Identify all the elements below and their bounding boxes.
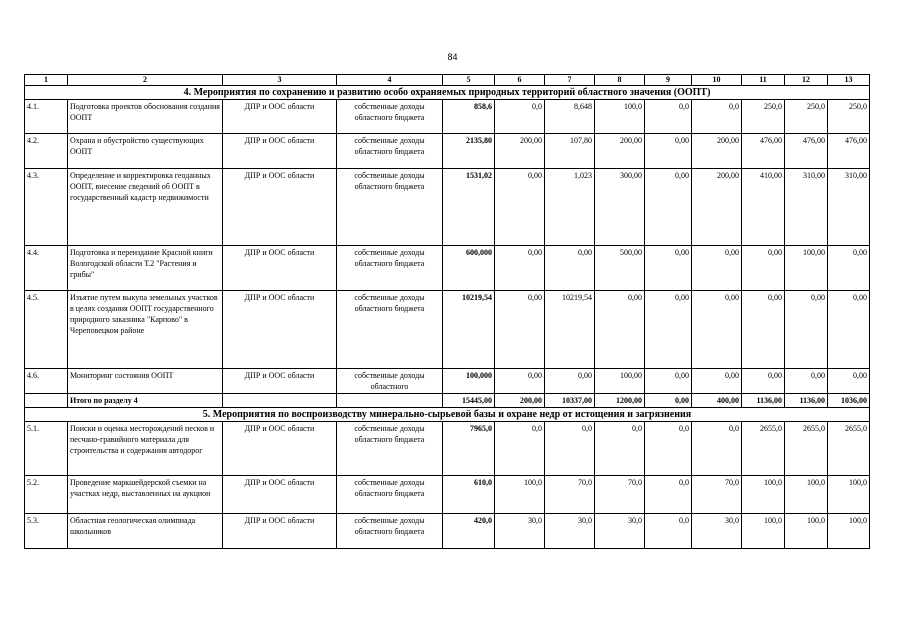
- row-value: 250,0: [742, 100, 785, 134]
- row-value: 0,0: [645, 514, 692, 549]
- row-name: Проведение маркшейдерской съемки на участках недр, выставленных на аукцион: [68, 476, 223, 514]
- row-value: 0,00: [645, 169, 692, 246]
- header-cell: 2: [68, 75, 223, 86]
- row-value: 476,00: [785, 134, 828, 169]
- row-value: 100,0: [495, 476, 545, 514]
- row-number: 4.5.: [25, 291, 68, 369]
- row-number: 4.6.: [25, 369, 68, 394]
- row-executor: ДПР и ООС области: [223, 169, 337, 246]
- row-executor: ДПР и ООС области: [223, 100, 337, 134]
- total-sum: 15445,00: [443, 394, 495, 408]
- header-cell: 6: [495, 75, 545, 86]
- row-value: 100,0: [742, 514, 785, 549]
- row-value: 476,00: [828, 134, 870, 169]
- section-total-row: [25, 394, 870, 408]
- row-value: 0,00: [495, 291, 545, 369]
- total-value: 1200,00: [595, 394, 645, 408]
- row-value: 0,00: [645, 291, 692, 369]
- row-source: собственные доходы областного бюджета: [337, 422, 443, 476]
- row-value: 310,00: [785, 169, 828, 246]
- row-value: 107,80: [545, 134, 595, 169]
- header-cell: 11: [742, 75, 785, 86]
- table-row: [25, 476, 870, 514]
- row-value: 0,00: [692, 291, 742, 369]
- total-empty-cell: [337, 394, 443, 408]
- row-total: 2135,80: [443, 134, 495, 169]
- row-value: 0,00: [828, 369, 870, 394]
- row-value: 0,00: [545, 369, 595, 394]
- row-value: 0,00: [645, 369, 692, 394]
- row-total: 10219,54: [443, 291, 495, 369]
- row-value: 70,0: [595, 476, 645, 514]
- total-value: 200,00: [495, 394, 545, 408]
- header-cell: 3: [223, 75, 337, 86]
- row-value: 0,00: [545, 246, 595, 291]
- total-value: 1136,00: [742, 394, 785, 408]
- table-row: [25, 134, 870, 169]
- row-value: 100,0: [828, 476, 870, 514]
- table-header-row: [25, 75, 870, 86]
- row-executor: ДПР и ООС области: [223, 476, 337, 514]
- row-source: собственные доходы областного бюджета: [337, 514, 443, 549]
- row-value: 70,0: [692, 476, 742, 514]
- row-value: 30,0: [495, 514, 545, 549]
- row-name: Охрана и обустройство существующих ООПТ: [68, 134, 223, 169]
- total-value: 400,00: [692, 394, 742, 408]
- row-value: 410,00: [742, 169, 785, 246]
- row-value: 0,00: [742, 246, 785, 291]
- row-name: Изъятие путем выкупа земельных участков в целях создания ООПТ государственного природного заказника "Карпово" в Череповецком районе: [68, 291, 223, 369]
- header-cell: 10: [692, 75, 742, 86]
- row-value: 0,00: [785, 291, 828, 369]
- row-value: 500,00: [595, 246, 645, 291]
- row-total: 1531,02: [443, 169, 495, 246]
- row-value: 0,00: [645, 246, 692, 291]
- row-number: 5.3.: [25, 514, 68, 549]
- row-number: 5.2.: [25, 476, 68, 514]
- header-cell: 12: [785, 75, 828, 86]
- total-value: 0,00: [645, 394, 692, 408]
- row-value: 0,0: [692, 422, 742, 476]
- row-source: собственные доходы областного бюджета: [337, 246, 443, 291]
- row-value: 0,00: [692, 369, 742, 394]
- row-value: 0,0: [692, 100, 742, 134]
- row-executor: ДПР и ООС области: [223, 422, 337, 476]
- table-row: [25, 246, 870, 291]
- table-row: [25, 514, 870, 549]
- row-value: 30,0: [595, 514, 645, 549]
- row-total: 100,000: [443, 369, 495, 394]
- header-cell: 7: [545, 75, 595, 86]
- row-value: 0,0: [645, 100, 692, 134]
- section-title: 4. Мероприятия по сохранению и развитию особо охраняемых природных территорий областного значения (ООПТ): [25, 86, 870, 100]
- row-executor: ДПР и ООС области: [223, 291, 337, 369]
- total-empty-cell: [223, 394, 337, 408]
- header-cell: 8: [595, 75, 645, 86]
- row-number: 4.3.: [25, 169, 68, 246]
- row-total: 610,0: [443, 476, 495, 514]
- row-value: 250,0: [785, 100, 828, 134]
- row-value: 0,00: [495, 369, 545, 394]
- row-number: 5.1.: [25, 422, 68, 476]
- row-source: собственные доходы областного бюджета: [337, 100, 443, 134]
- row-value: 0,0: [495, 100, 545, 134]
- row-source: собственные доходы областного: [337, 369, 443, 394]
- section-title-row: [25, 408, 870, 422]
- row-total: 600,000: [443, 246, 495, 291]
- row-value: 0,00: [828, 291, 870, 369]
- row-value: 200,00: [495, 134, 545, 169]
- row-value: 100,0: [742, 476, 785, 514]
- row-executor: ДПР и ООС области: [223, 134, 337, 169]
- header-cell: 5: [443, 75, 495, 86]
- row-value: 0,00: [742, 369, 785, 394]
- row-value: 2655,0: [742, 422, 785, 476]
- row-name: Определение и корректировка геоданных ООПТ, внесение сведений об ООПТ в государственный кадастр недвижимости: [68, 169, 223, 246]
- row-value: 0,00: [495, 169, 545, 246]
- row-value: 250,0: [828, 100, 870, 134]
- row-value: 70,0: [545, 476, 595, 514]
- row-value: 200,00: [595, 134, 645, 169]
- row-value: 100,0: [785, 476, 828, 514]
- row-value: 100,0: [595, 100, 645, 134]
- row-name: Подготовка проектов обоснования создания ООПТ: [68, 100, 223, 134]
- row-value: 0,0: [645, 476, 692, 514]
- budget-table: [24, 74, 870, 549]
- row-value: 1,023: [545, 169, 595, 246]
- row-executor: ДПР и ООС области: [223, 369, 337, 394]
- row-value: 8,648: [545, 100, 595, 134]
- row-executor: ДПР и ООС области: [223, 246, 337, 291]
- total-label: Итого по разделу 4: [68, 394, 223, 408]
- row-value: 0,00: [595, 291, 645, 369]
- row-name: Поиски и оценка месторождений песков и песчано-гравийного материала для строительства и содержания автодорог: [68, 422, 223, 476]
- row-total: 7965,0: [443, 422, 495, 476]
- row-value: 200,00: [692, 169, 742, 246]
- total-value: 10337,00: [545, 394, 595, 408]
- total-value: 1136,00: [785, 394, 828, 408]
- row-name: Подготовка и переиздание Красной книги Вологодской области Т.2 "Растения и грибы": [68, 246, 223, 291]
- row-value: 300,00: [595, 169, 645, 246]
- row-number: 4.1.: [25, 100, 68, 134]
- row-value: 2655,0: [785, 422, 828, 476]
- header-cell: 4: [337, 75, 443, 86]
- row-total: 420,0: [443, 514, 495, 549]
- row-executor: ДПР и ООС области: [223, 514, 337, 549]
- row-name: Мониторинг состояния ООПТ: [68, 369, 223, 394]
- row-value: 0,0: [595, 422, 645, 476]
- row-value: 30,0: [545, 514, 595, 549]
- row-value: 100,0: [785, 514, 828, 549]
- total-empty-cell: [25, 394, 68, 408]
- row-value: 0,0: [495, 422, 545, 476]
- row-value: 476,00: [742, 134, 785, 169]
- table-row: [25, 422, 870, 476]
- table-row: [25, 291, 870, 369]
- row-number: 4.2.: [25, 134, 68, 169]
- row-value: 0,00: [742, 291, 785, 369]
- section-title: 5. Мероприятия по воспроизводству минерально-сырьевой базы и охране недр от истощения и загрязнения: [25, 408, 870, 422]
- header-cell: 13: [828, 75, 870, 86]
- row-value: 0,00: [692, 246, 742, 291]
- row-source: собственные доходы областного бюджета: [337, 134, 443, 169]
- row-value: 2655,0: [828, 422, 870, 476]
- row-value: 100,00: [785, 246, 828, 291]
- row-value: 200,00: [692, 134, 742, 169]
- table-row: [25, 369, 870, 394]
- header-cell: 9: [645, 75, 692, 86]
- row-value: 0,0: [645, 422, 692, 476]
- header-cell: 1: [25, 75, 68, 86]
- row-value: 0,00: [785, 369, 828, 394]
- row-value: 100,00: [595, 369, 645, 394]
- row-source: собственные доходы областного бюджета: [337, 476, 443, 514]
- row-value: 100,0: [828, 514, 870, 549]
- row-total: 858,6: [443, 100, 495, 134]
- table-row: [25, 100, 870, 134]
- page-number: 84: [447, 52, 458, 62]
- row-name: Областная геологическая олимпиада школьников: [68, 514, 223, 549]
- row-value: 10219,54: [545, 291, 595, 369]
- row-value: 0,0: [545, 422, 595, 476]
- table-row: [25, 169, 870, 246]
- section-title-row: [25, 86, 870, 100]
- row-value: 310,00: [828, 169, 870, 246]
- row-value: 0,00: [645, 134, 692, 169]
- row-source: собственные доходы областного бюджета: [337, 169, 443, 246]
- row-value: 30,0: [692, 514, 742, 549]
- row-value: 0,00: [495, 246, 545, 291]
- row-number: 4.4.: [25, 246, 68, 291]
- row-source: собственные доходы областного бюджета: [337, 291, 443, 369]
- total-value: 1036,00: [828, 394, 870, 408]
- row-value: 0,00: [828, 246, 870, 291]
